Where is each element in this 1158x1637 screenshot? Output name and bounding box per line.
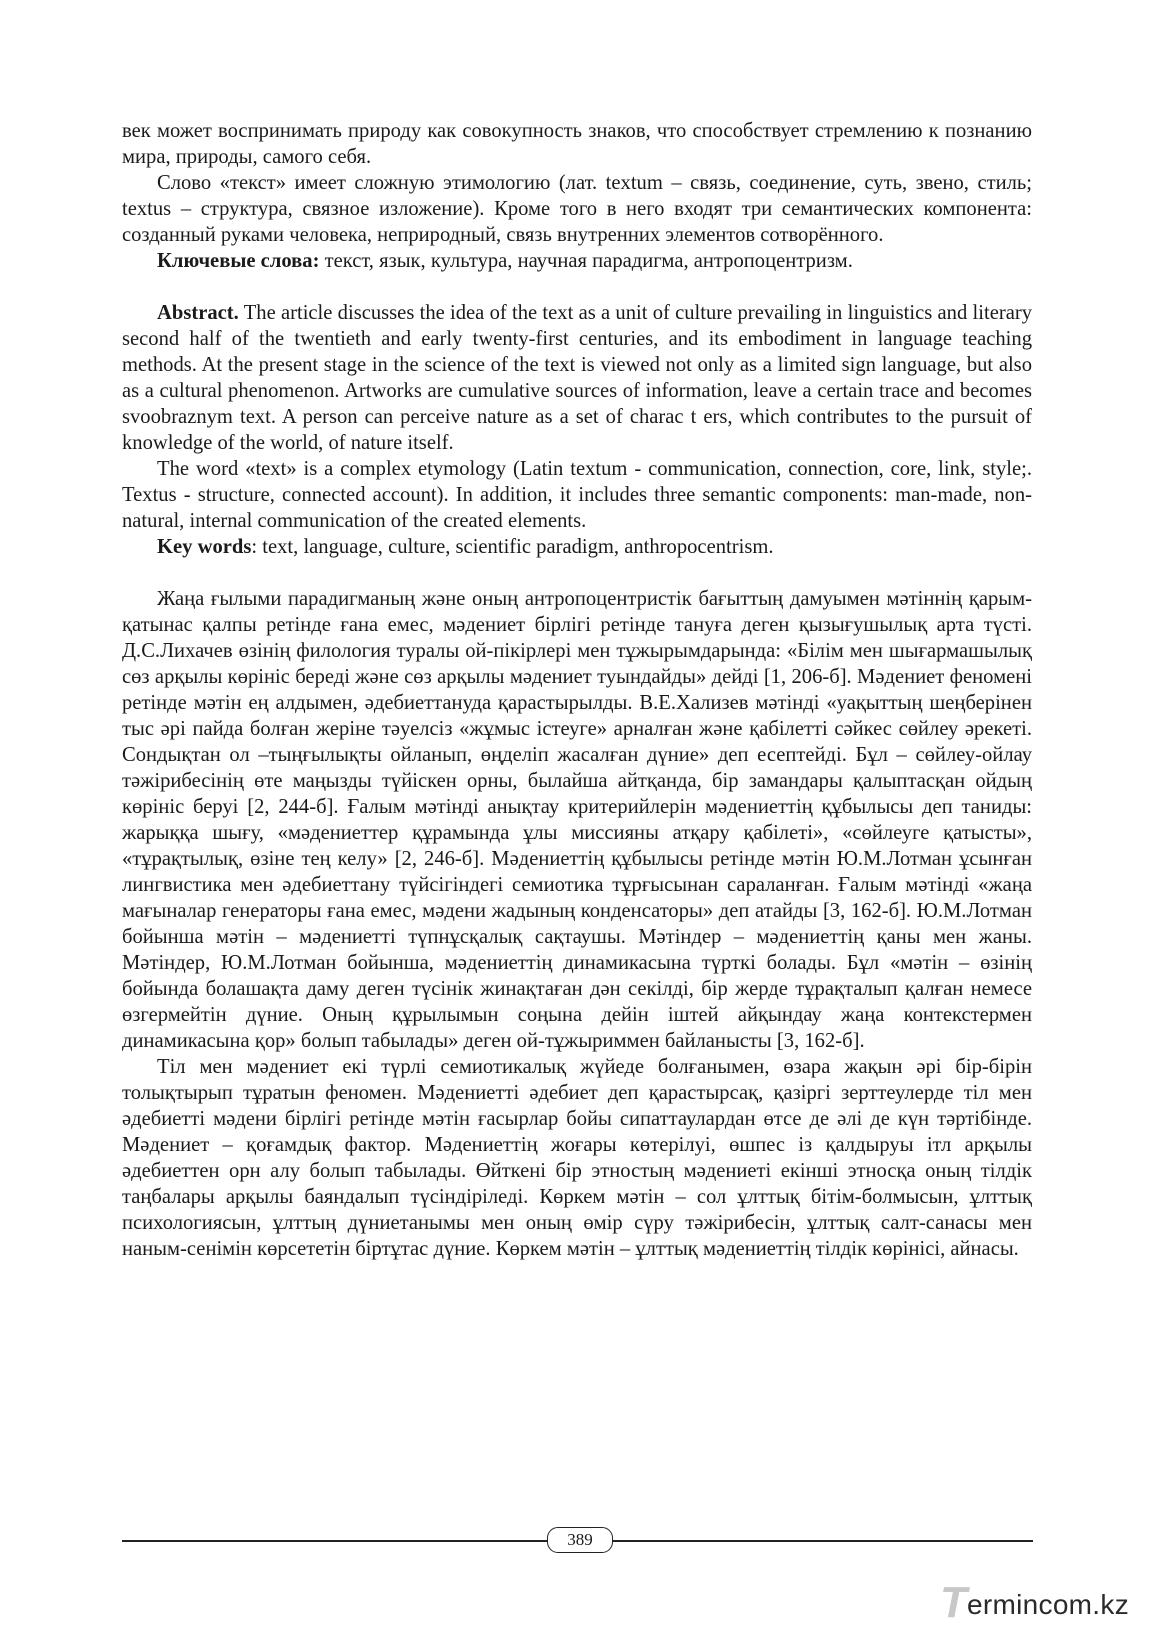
keywords-ru-label: Ключевые слова: <box>157 250 320 272</box>
footer-rule-right <box>613 1540 1033 1542</box>
paragraph-kz-1: Жаңа ғылыми парадигманың және оның антропоцентристік бағыттың дамуымен мәтіннің қарым-қатынас қалпы ретінде ғана емес, мәдениет бірлігі ретінде тануға деген қызығушылық арта түсті. Д.С.Лихачев өзінің филология туралы ой-пікірлері мен тұжырымдарында: «Білім мен шығармашылық сөз арқылы көрініс береді және сөз арқылы мәдениет туындайды» дейді [1, 206-б]. Мәдениет феномені ретінде мәтін ең алдымен, әдебиеттануда қарастырылды. В.Е.Хализев мәтінді «уақыттың шеңберінен тыс әрі пайда болған жеріне тәуелсіз «жұмыс істеуге» арналған және қабілетті сәйкес сөйлеу әрекеті. Сондықтан ол –тыңғылықты ойланып, өңделіп жасалған дүние» деп есептейді. Бұл – сөйлеу-ойлау тәжірибесінің өте маңызды түйіскен орны, былайша айтқанда, бір замандары қалыптасқан ойдың көрініс беруі [2, 244-б]. Ғалым мәтінді анықтау критерийлерін мәдениеттің құбылысы деп таниды: жарыққа шығу, «мәдениеттер құрамында ұлы миссияны атқару қабілеті», «сөйлеуге қатысты», «тұрақтылық, өзіне тең келу» [2, 246-б]. Мәдениеттің құбылысы ретінде мәтін Ю.М.Лотман ұсынған лингвистика мен әдебиеттану түйсігіндегі семиотика тұрғысынан сараланған. Ғалым мәтінді «жаңа мағыналар генераторы ғана емес, мәдени жадының конденсаторы» деп атайды [3, 162-б]. Ю.М.Лотман бойынша мәтін – мәдениетті түпнұсқалық сақтаушы. Мәтіндер – мәдениеттің қаны мен жаны. Мәтіндер, Ю.М.Лотман бойынша, мәдениеттің динамикасына түрткі болады. Бұл «мәтін – өзінің бойында болашақта даму деген түсінік жинақтаған дән секілді, бір жерде тұрақталып қалған немесе өзгермейтін дүние. Оның құрылымын соңына дейін іштей айқындау жаңа контекстермен динамикасына қор» болып табылады» деген ой-тұжыриммен байланысты [3, 162-б]. <box>122 588 1032 1052</box>
keywords-en-text: : text, language, culture, scientific paradigm, anthropocentrism. <box>251 536 774 558</box>
paragraph-ru-1: век может воспринимать природу как совокупность знаков, что способствует стремлению к познанию мира, природы, самого себя. <box>122 120 1032 168</box>
watermark-logo <box>940 1580 1145 1626</box>
paragraph-kz-2: Тіл мен мәдениет екі түрлі семиотикалық жүйеде болғанымен, өзара жақын әрі бір-бірін толықтырып тұратын феномен. Мәдениетті әдебиет деп қарастырсақ, қазіргі зерттеулерде тіл мен әдебиетті мәдени бірлігі ретінде мәтін ғасырлар бойы сипаттаулардан өтсе де әлі де күн тәртібінде. Мәдениет – қоғамдық фактор. Мәдениеттің жоғары көтерілуі, өшпес із қалдыруы ітл арқылы әдебиеттен орн алу болып табылады. Өйткені бір этностың мәдениеті екінші этносқа оның тілдік таңбалары арқылы баяндалып түсіндіріледі. Көркем мәтін – сол ұлттық бітім-болмысын, ұлттық психологиясын, ұлттың дүниетанымы мен оның өмір сүру тәжірибесін, ұлттық салт-санасы мен наным-сенімін көрсететін біртұтас дүние. Көркем мәтін – ұлттық мәдениеттің тілдік көрінісі, айнасы. <box>122 1056 1032 1260</box>
watermark-initial: T <box>940 1578 967 1627</box>
abstract-label: Abstract. <box>157 302 239 324</box>
keywords-ru <box>122 248 1032 274</box>
abstract <box>122 300 1032 456</box>
keywords-en-label: Key words <box>157 536 252 558</box>
article-body <box>122 118 1032 1262</box>
spacer <box>122 274 1032 300</box>
abstract-text: The article discusses the idea of the text as a unit of culture prevailing in linguistics and literary second half of the twentieth and early twenty-first centuries, and its embodiment in language teaching methods. At the present stage in the science of the text is viewed not only as a limited sign language, but also as a cultural phenomenon. Artworks are cumulative sources of information, leave a certain trace and becomes svoobraznym text. A person can perceive nature as a set of charac t ers, which contributes to the pursuit of knowledge of the world, of nature itself. <box>122 302 1032 454</box>
keywords-en <box>122 534 1032 560</box>
watermark-text: ermincom.kz <box>967 1589 1129 1620</box>
page-number: 389 <box>547 1527 613 1553</box>
spacer <box>122 560 1032 586</box>
paragraph-en-etymology: The word «text» is a complex etymology (Latin textum - communication, connection, core, link, style;. Textus - structure, connected account). In addition, it includes three semantic components: man-made, non-natural, internal communication of the created elements. <box>122 458 1032 532</box>
keywords-ru-text: текст, язык, культура, научная парадигма, антропоцентризм. <box>319 250 853 272</box>
footer-rule-left <box>122 1540 547 1542</box>
paragraph-ru-etymology: Слово «текст» имеет сложную этимологию (лат. textum – связь, соединение, суть, звено, стиль; textus – структура, связное изложение). Кроме того в него входят три семантических компонента: созданный руками человека, неприродный, связь внутренних элементов сотворённого. <box>122 172 1032 246</box>
